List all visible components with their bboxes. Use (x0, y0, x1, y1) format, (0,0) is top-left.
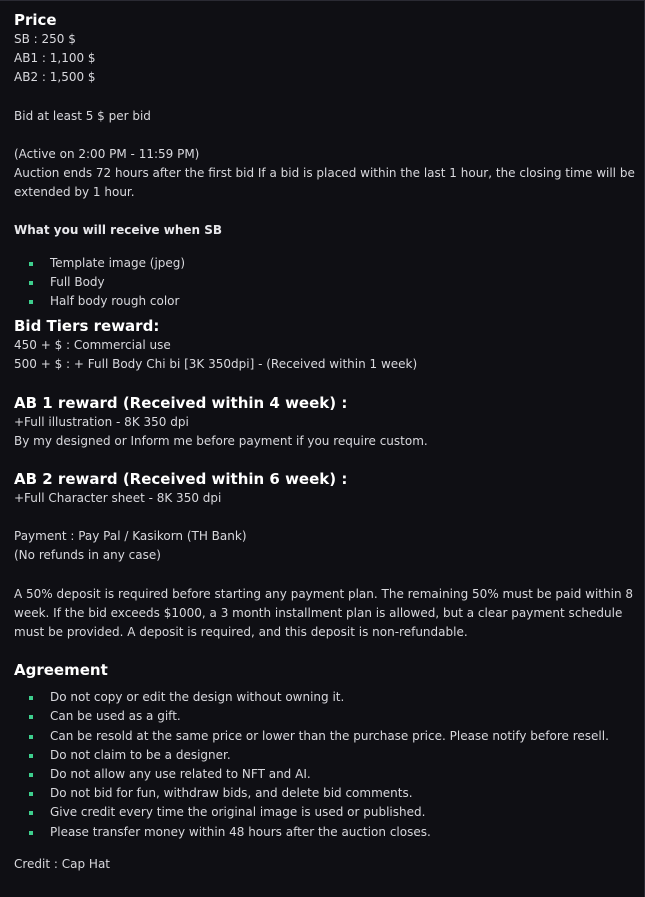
credit-text: Credit : Cap Hat (14, 856, 111, 871)
list-item: Full Body (14, 273, 645, 292)
price-sb: SB : 250 $ (14, 32, 76, 46)
refund-text: (No refunds in any case) (14, 548, 161, 563)
active-hours-text: (Active on 2:00 PM - 11:59 PM) (14, 146, 200, 161)
sb-receive-list (14, 254, 645, 312)
sb-receive-title: What you will receive when SB (14, 223, 223, 238)
ab2-line: +Full Character sheet - 8K 350 dpi (14, 491, 222, 506)
ab1-line: By my designed or Inform me before payment if you require custom. (14, 433, 428, 448)
price-ab1: AB1 : 1,100 $ (14, 51, 96, 66)
bid-tiers-heading: Bid Tiers reward: (14, 317, 160, 336)
bullet-icon (29, 300, 33, 304)
bullet-icon (29, 262, 33, 266)
bullet-icon (29, 281, 33, 285)
agreement-list (14, 688, 645, 842)
min-bid-text: Bid at least 5 $ per bid (14, 108, 151, 123)
price-ab2: AB2 : 1,500 $ (14, 70, 96, 85)
list-item: Do not bid for fun, withdraw bids, and delete bid comments. (14, 784, 645, 803)
ab1-line: +Full illustration - 8K 350 dpi (14, 414, 189, 429)
price-heading: Price (14, 11, 57, 29)
bullet-icon (29, 773, 33, 777)
bullet-icon (29, 811, 33, 815)
bullet-icon (29, 792, 33, 796)
list-item: Do not claim to be a designer. (14, 746, 645, 765)
bullet-icon (29, 696, 33, 700)
bullet-icon (29, 831, 33, 835)
list-item: Can be used as a gift. (14, 707, 645, 726)
bullet-icon (29, 735, 33, 739)
list-item: Do not allow any use related to NFT and AI. (14, 765, 645, 784)
list-item: Please transfer money within 48 hours after the auction closes. (14, 823, 645, 842)
auction-rule-text: Auction ends 72 hours after the first bid If a bid is placed within the last 1 hour, the closing time will be extended by 1 hour. (14, 166, 635, 200)
list-item: Template image (jpeg) (14, 254, 645, 273)
list-item: Half body rough color (14, 292, 645, 311)
agreement-heading: Agreement (14, 661, 108, 680)
bullet-icon (29, 715, 33, 719)
bid-tier-line: 450 + $ : Commercial use (14, 338, 171, 353)
list-item: Give credit every time the original image is used or published. (14, 803, 645, 822)
deposit-text: A 50% deposit is required before starting any payment plan. The remaining 50% must be paid within 8 week. If the bid exceeds $1000, a 3 month installment plan is allowed, but a clear payment schedule must be provided. A deposit is required, and this deposit is non-refundable. (14, 586, 633, 640)
bullet-icon (29, 754, 33, 758)
ab2-heading: AB 2 reward (Received within 6 week) : (14, 470, 348, 489)
payment-method-text: Payment : Pay Pal / Kasikorn (TH Bank) (14, 529, 247, 544)
bid-tier-line: 500 + $ : + Full Body Chi bi [3K 350dpi] - (Received within 1 week) (14, 357, 418, 372)
ab1-heading: AB 1 reward (Received within 4 week) : (14, 393, 348, 412)
list-item: Do not copy or edit the design without owning it. (14, 688, 645, 707)
list-item: Can be resold at the same price or lower than the purchase price. Please notify before resell. (14, 727, 645, 746)
